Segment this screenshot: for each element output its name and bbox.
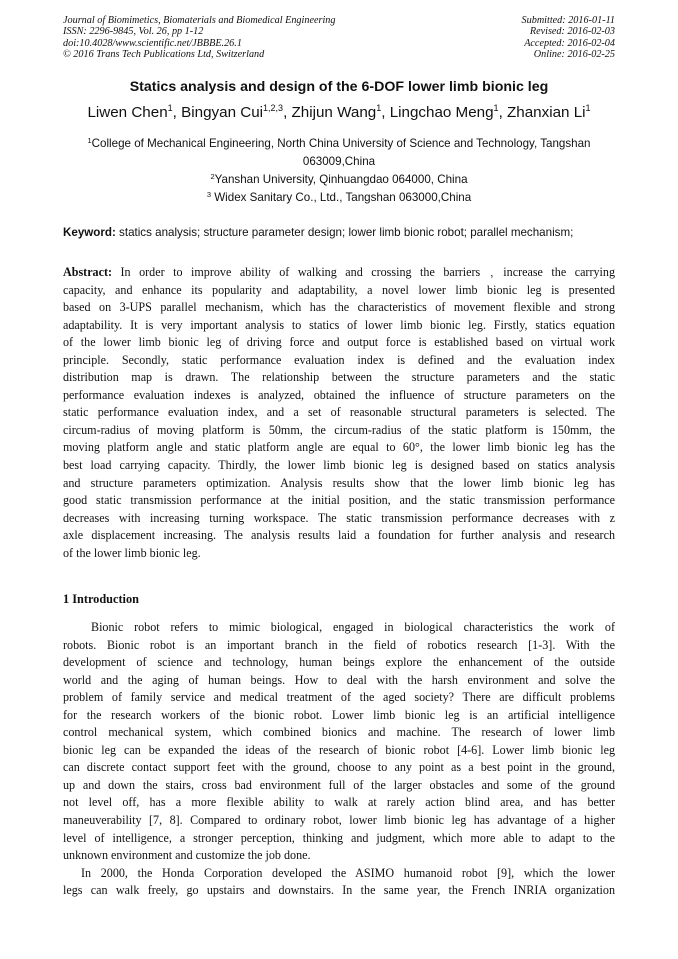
author-affil-sup: 1,2,3 <box>263 103 284 113</box>
paragraph-line: In 2000, the Honda Corporation developed the ASIMO humanoid robot [9], which the lower <box>81 865 615 880</box>
abstract-line: circum-radius of moving platform is 50mm, the circum-radius of the static platform is 150mm, the <box>63 422 615 437</box>
keywords-label: Keyword: <box>63 226 116 239</box>
abstract-label: Abstract: <box>63 265 113 279</box>
affiliation-text: 063009,China <box>302 154 376 168</box>
journal-doi: doi:10.4028/www.scientific.net/JBBBE.26.1 <box>63 37 242 49</box>
journal-copyright: © 2016 Trans Tech Publications Ltd, Switzerland <box>63 49 265 61</box>
affiliation-sup: 2 <box>210 172 215 181</box>
journal-issn: ISSN: 2296-9845, Vol. 26, pp 1-12 <box>63 26 204 38</box>
abstract-line: based on 3-UPS parallel mechanism, which has the characteristics of movement flexible and strong <box>63 300 615 315</box>
paragraph-line: control mechanical system, which combined bionics and machine. The research of lower limb <box>63 725 615 740</box>
journal-header-right <box>522 15 615 61</box>
paragraph-line: level of intelligence, a stronger perception, thinking and judgment, which more able to adapt to the <box>63 830 615 845</box>
abstract-line: performance evaluation indexes is analyzed, obtained the influence of structure parameters on the <box>63 387 615 402</box>
abstract-line: principle. Secondly, static performance evaluation index is defined and the evaluation index <box>63 352 615 367</box>
paragraph-line: robots. Bionic robot is an important branch in the field of robotics research [1-3]. With the <box>63 637 615 652</box>
abstract-line: moving platform angle and static platform angle are equal to 60°, the lower limb bionic leg has the <box>63 440 615 455</box>
abstract-line: best load carrying capacity. Thirdly, the lower limb bionic leg is designed based on statics analysis <box>63 458 615 473</box>
author-affil-sup: 1 <box>585 103 591 113</box>
abstract-line: of the lower limb bionic leg of driving force and output force is established based on virtual work <box>63 335 615 350</box>
author-affil-sup: 1 <box>167 103 173 113</box>
journal-name: Journal of Biomimetics, Biomaterials and Biomedical Engineering <box>63 15 336 26</box>
abstract <box>63 264 615 562</box>
author-affil-sup: 1 <box>376 103 382 113</box>
paragraph-line: not level off, has a more flexible ability to walk at rarely action blind area, and has better <box>63 795 615 810</box>
paragraph-line: maneuverability [7, 8]. Compared to ordinary robot, lower limb bionic leg has advantage of a higher <box>63 813 615 828</box>
date-accepted: Accepted: 2016-02-04 <box>524 37 615 49</box>
author-name: Zhijun Wang <box>291 104 377 121</box>
abstract-line: decreases with increasing turning workspace. The static transmission performance decreases with z <box>63 510 615 525</box>
date-online: Online: 2016-02-25 <box>533 49 615 61</box>
paragraph-line: development of science and technology, human beings explore the enhancement of the outside <box>63 655 615 670</box>
affiliation-sup: 1 <box>87 136 92 145</box>
affiliation-text: Yanshan University, Qinhuangdao 064000, China <box>214 173 468 186</box>
paragraph-line: can discrete contact support feet with the ground, choose to any point as a best point in the ground, <box>63 760 615 775</box>
paragraph-line: bionic leg can be expanded the ideas of the research of bionic robot [4-6]. Lower limb bionic leg <box>63 742 615 757</box>
introduction-text <box>63 619 615 900</box>
journal-header-left <box>63 15 335 61</box>
abstract-line: capacity, and enhance its popularity and adaptability, a novel lower limb bionic leg is presented <box>63 282 615 297</box>
paragraph-line: up and down the stairs, cross bad environment full of the larger obstacles and some of the ground <box>63 777 615 792</box>
paragraph-line: unknown environment and customize the job done. <box>63 848 311 863</box>
author-name: Liwen Chen <box>87 104 168 121</box>
paragraph-line: for the research workers of the bionic robot. Lower limb bionic leg is an artificial intelligence <box>63 707 615 722</box>
abstract-line: Abstract: In order to improve ability of walking and crossing the barriers﹐increase the carrying <box>63 265 615 279</box>
author-name: Bingyan Cui <box>181 104 264 121</box>
abstract-line: static performance evaluation index, and a set of reasonable structural parameters is selected. The <box>63 405 615 420</box>
paragraph-line: world and the aging of human beings. How to deal with the harsh environment and solve the <box>63 672 615 687</box>
abstract-line: good static transmission performance at the initial position, and the static transmission performance <box>63 493 615 508</box>
keywords <box>63 226 623 239</box>
abstract-line: of the lower limb bionic leg. <box>63 545 201 560</box>
abstract-line: and structure parameters optimization. Analysis results show that the lower limb bionic leg has <box>63 475 615 490</box>
affiliation-3 <box>63 189 615 207</box>
abstract-line: adaptability. It is very important analysis to statics of lower limb bionic leg. Firstly, statics equation <box>63 317 615 332</box>
abstract-line: axle displacement increasing. The analysis results laid a foundation for further analysis and research <box>63 528 615 543</box>
paragraph-line: problem of family service and medical treatment of the aged society? There are difficult problems <box>63 690 615 705</box>
affiliation-text: College of Mechanical Engineering, North China University of Science and Technology, Tangshan <box>91 137 591 150</box>
paragraph-line: Bionic robot refers to mimic biological, engaged in biological characteristics the work of <box>91 620 615 634</box>
affiliation-1 <box>63 135 615 170</box>
keywords-text: statics analysis; structure parameter design; lower limb bionic robot; parallel mechanism; <box>115 226 574 239</box>
author-name: Zhanxian Li <box>507 104 586 121</box>
abstract-line: distribution map is drawn. The relationship between the structure parameters and the static <box>63 370 615 385</box>
author-affil-sup: 1 <box>493 103 499 113</box>
paragraph-line: legs can walk freely, go upstairs and downstairs. In the same year, the French INRIA organization <box>63 883 615 898</box>
author-list: Liwen Chen$^1$, Bingyan Cui$^{1,2,3}$, Zhijun Wang$^1$, Lingchao Meng$^1$, Zhanxian Li$^1$ <box>87 103 591 121</box>
paper-title: Statics analysis and design of the 6-DOF lower limb bionic leg <box>129 79 549 95</box>
affiliation-sup: 3 <box>206 190 211 199</box>
date-revised: Revised: 2016-02-03 <box>529 26 615 38</box>
author-name: Lingchao Meng <box>389 104 494 121</box>
date-submitted: Submitted: 2016-01-11 <box>521 15 615 26</box>
section-heading: 1 Introduction <box>63 592 139 606</box>
affiliation-text: Widex Sanitary Co., Ltd., Tangshan 063000,China <box>211 191 472 204</box>
affiliation-2 <box>63 171 615 189</box>
